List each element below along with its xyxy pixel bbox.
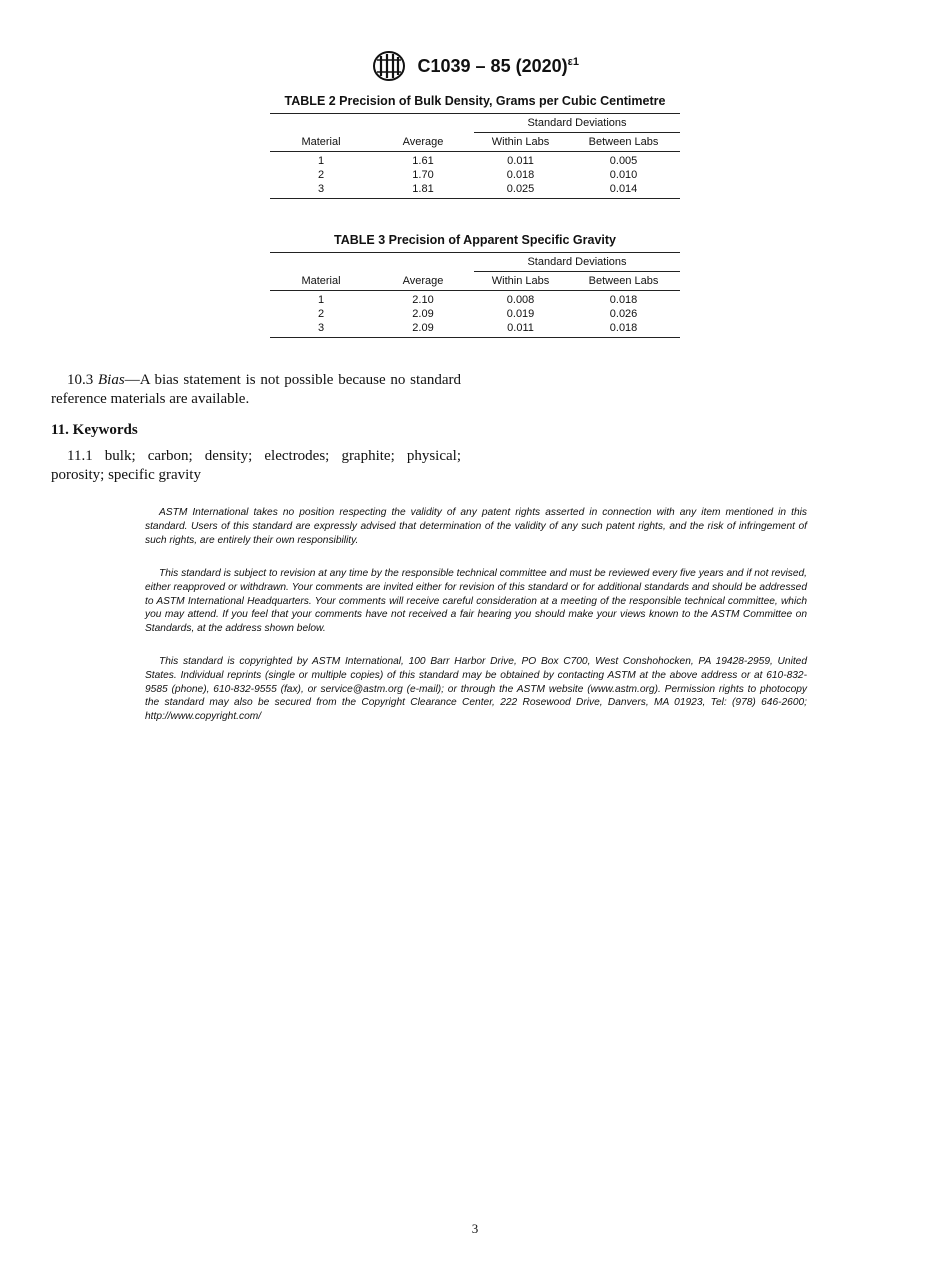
table2-col-material: Material xyxy=(270,133,372,152)
table-cell: 3 xyxy=(270,321,372,338)
table2-title: TABLE 2 Precision of Bulk Density, Grams per Cubic Centimetre xyxy=(284,94,666,108)
table-cell: 1.81 xyxy=(372,182,474,199)
standard-designation: C1039 – 85 $(2020)^{\varepsilon 1}$ xyxy=(417,55,579,76)
keywords-heading: 11. Keywords xyxy=(51,422,138,438)
table-cell: 0.018 xyxy=(506,169,535,181)
table-cell: 1.61 xyxy=(412,155,434,167)
table-cell: 0.025 xyxy=(474,182,567,199)
table-cell: 0.019 xyxy=(506,308,535,320)
table-cell: 0.026 xyxy=(609,308,638,320)
patent-notice: ASTM International takes no position respecting the validity of any patent rights asserted in connection with any item mentioned in this standard. Users of this standard are expressly advised that determination of the validity of any such patent rights, and the risk of infringement of such rights, are entirely their own responsibility. xyxy=(145,507,807,546)
table3-col-between-labs: Between Labs xyxy=(567,272,680,291)
table-row xyxy=(270,152,680,169)
table2-col-average: Average xyxy=(372,133,474,152)
table-cell: 0.005 xyxy=(609,155,638,167)
table-row xyxy=(270,307,680,321)
table-cell: 0.014 xyxy=(567,182,680,199)
table3-group-header: Standard Deviations xyxy=(474,253,680,272)
table-cell: 0.018 xyxy=(609,294,638,306)
table-cell: 2 xyxy=(317,169,325,181)
table-cell: 1 xyxy=(317,155,325,167)
table3-col-average: Average xyxy=(372,272,474,291)
table2-col-between-labs: Between Labs xyxy=(567,133,680,152)
table2 xyxy=(270,113,680,199)
table-cell: 1 xyxy=(317,294,325,306)
table-cell: 2.09 xyxy=(412,308,434,320)
table3 xyxy=(270,252,680,338)
table-row xyxy=(270,168,680,182)
table2-group-header: Standard Deviations xyxy=(474,114,680,133)
keywords-text: bulk; carbon; density; electrodes; graphite; physical; porosity; specific gravity xyxy=(51,448,461,483)
table-cell: 0.011 xyxy=(474,321,567,338)
bias-text: —A bias statement is not possible because no standard reference materials are available. xyxy=(51,372,462,407)
table-cell: 2.09 xyxy=(372,321,474,338)
keywords-number: 11.1 xyxy=(67,448,93,464)
table-row xyxy=(270,182,680,199)
page-header xyxy=(0,50,950,82)
table3-col-material: Material xyxy=(270,272,372,291)
bias-term: Bias xyxy=(98,372,125,388)
table-cell: 0.008 xyxy=(506,294,535,306)
table-cell: 0.018 xyxy=(567,321,680,338)
table-cell: 1.70 xyxy=(412,169,434,181)
revision-notice: This standard is subject to revision at any time by the responsible technical committee and must be reviewed every five years and if not revised, either reapproved or withdrawn. Your comments are invited either for revision of this standard or for additional standards and should be addressed to ASTM International Headquarters. Your comments will receive careful consideration at a meeting of the responsible technical committee, which you may attend. If you feel that your comments have not received a fair hearing you should make your views known to the ASTM Committee on Standards, at the address shown below. xyxy=(145,568,807,635)
table-cell: 0.010 xyxy=(609,169,638,181)
page-number: 3 xyxy=(471,1221,479,1236)
table-cell: 0.011 xyxy=(507,155,534,167)
editorial-superscript: ε1 xyxy=(567,55,579,68)
table-cell: 2.10 xyxy=(412,294,434,306)
table-row xyxy=(270,291,680,308)
bias-paragraph xyxy=(51,371,461,409)
astm-logo-icon xyxy=(371,50,407,82)
table-cell: 2 xyxy=(317,308,325,320)
bias-number: 10.3 xyxy=(67,372,94,388)
keywords-paragraph xyxy=(51,447,461,485)
table-cell: 3 xyxy=(270,182,372,199)
table-row xyxy=(270,321,680,338)
table2-col-within-labs: Within Labs xyxy=(474,133,567,152)
copyright-notice: This standard is copyrighted by ASTM International, 100 Barr Harbor Drive, PO Box C700, West Conshohocken, PA 19428-2959, United States. Individual reprints (single or multiple copies) of this standard may be obtained by contacting ASTM at the above address or at 610-832-9585 (phone), 610-832-9555 (fax), or service@astm.org (e-mail); or through the ASTM website (www.astm.org). Permission rights to photocopy the standard may also be secured from the Copyright Clearance Center, 222 Rosewood Drive, Danvers, MA 01923, Tel: (978) 646-2600; http://www.copyright.com/ xyxy=(145,656,807,723)
table3-title: TABLE 3 Precision of Apparent Specific Gravity xyxy=(333,233,616,247)
table3-col-within-labs: Within Labs xyxy=(474,272,567,291)
